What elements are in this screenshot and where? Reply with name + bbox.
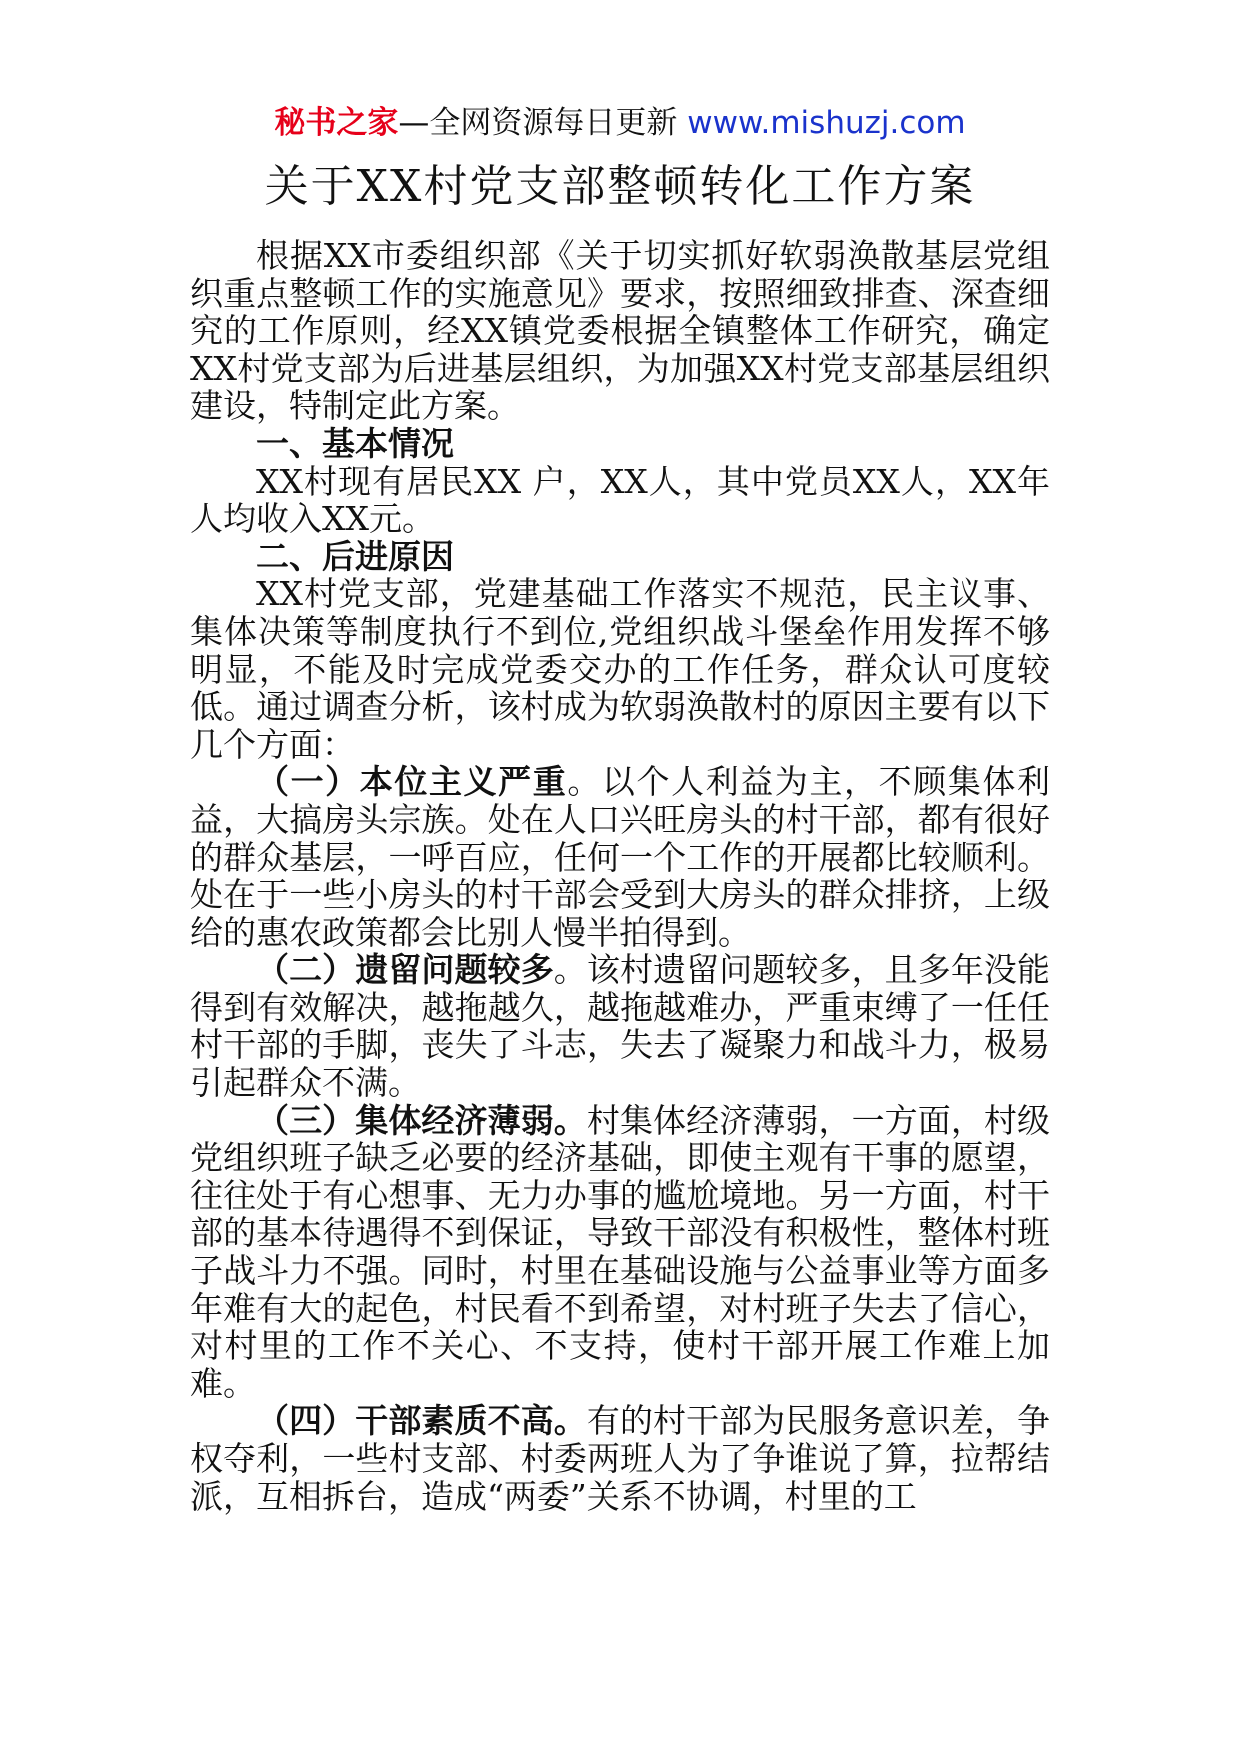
watermark-header: [0, 100, 1240, 146]
basic-info-paragraph: XX村现有居民XX 户，XX人，其中党员XX人，XX年人均收入XX元。: [190, 461, 1050, 539]
section-heading-causes: 二、后进原因: [256, 536, 454, 576]
cause-item: [190, 951, 1050, 1101]
cause-item-lead: （二）遗留问题较多: [256, 950, 554, 990]
cause-item-lead: （一）本位主义严重: [256, 762, 568, 802]
cause-item: [190, 1102, 1050, 1403]
cause-item-text: 。该村遗留问题较多，且多年没能得到有效解决，越拖越久，越拖越难办，严重束缚了一任任村干部的手脚，丧失了斗志，失去了凝聚力和战斗力，极易引起群众不满。: [190, 950, 1051, 1103]
document-title: 关于XX村党支部整顿转化工作方案: [264, 161, 976, 212]
intro-paragraph: 根据XX市委组织部《关于切实抓好软弱涣散基层党组织重点整顿工作的实施意见》要求，按照细致排查、深查细究的工作原则，经XX镇党委根据全镇整体工作研究，确定XX村党支部为后进基层组织，为加强XX村党支部基层组织建设，特制定此方案。: [190, 236, 1050, 426]
cause-item-text: 村集体经济薄弱，一方面，村级党组织班子缺乏必要的经济基础，即使主观有干事的愿望，往往处于有心想事、无力办事的尴尬境地。另一方面，村干部的基本待遇得不到保证，导致干部没有积极性，整体村班子战斗力不强。同时，村里在基础设施与公益事业等方面多年难有大的起色，村民看不到希望，对村班子失去了信心，对村里的工作不关心、不支持，使村干部开展工作难上加难。: [190, 1100, 1051, 1403]
cause-item-text: 有的村干部为民服务意识差，争权夺利，一些村支部、村委两班人为了争谁说了算，拉帮结派，互相拆台，造成“两委”关系不协调，村里的工: [190, 1401, 1051, 1516]
watermark-brand: 秘书之家: [274, 105, 399, 141]
causes-paragraph: XX村党支部，党建基础工作落实不规范，民主议事、集体决策等制度执行不到位,党组织战斗堡垒作用发挥不够明显，不能及时完成党委交办的工作任务，群众认可度较低。通过调查分析，该村成为软弱涣散村的原因主要有以下几个方面：: [190, 574, 1050, 764]
cause-item-lead: （四）干部素质不高。: [256, 1401, 587, 1441]
cause-item-text: 。以个人利益为主，不顾集体利益，大搞房头宗族。处在人口兴旺房头的村干部，都有很好的群众基层，一呼百应，任何一个工作的开展都比较顺利。处在于一些小房头的村干部会受到大房头的群众排挤，上级给的惠农政策都会比别人慢半拍得到。: [190, 762, 1051, 952]
section-heading-basic-info: 一、基本情况: [256, 423, 454, 463]
document-body: [190, 237, 1050, 1515]
watermark-slogan: —全网资源每日更新: [398, 105, 688, 141]
cause-item: [190, 763, 1050, 951]
cause-item-lead: （三）集体经济薄弱。: [256, 1100, 587, 1140]
watermark-url[interactable]: www.mishuzj.com: [687, 105, 966, 141]
cause-item: [190, 1402, 1050, 1515]
